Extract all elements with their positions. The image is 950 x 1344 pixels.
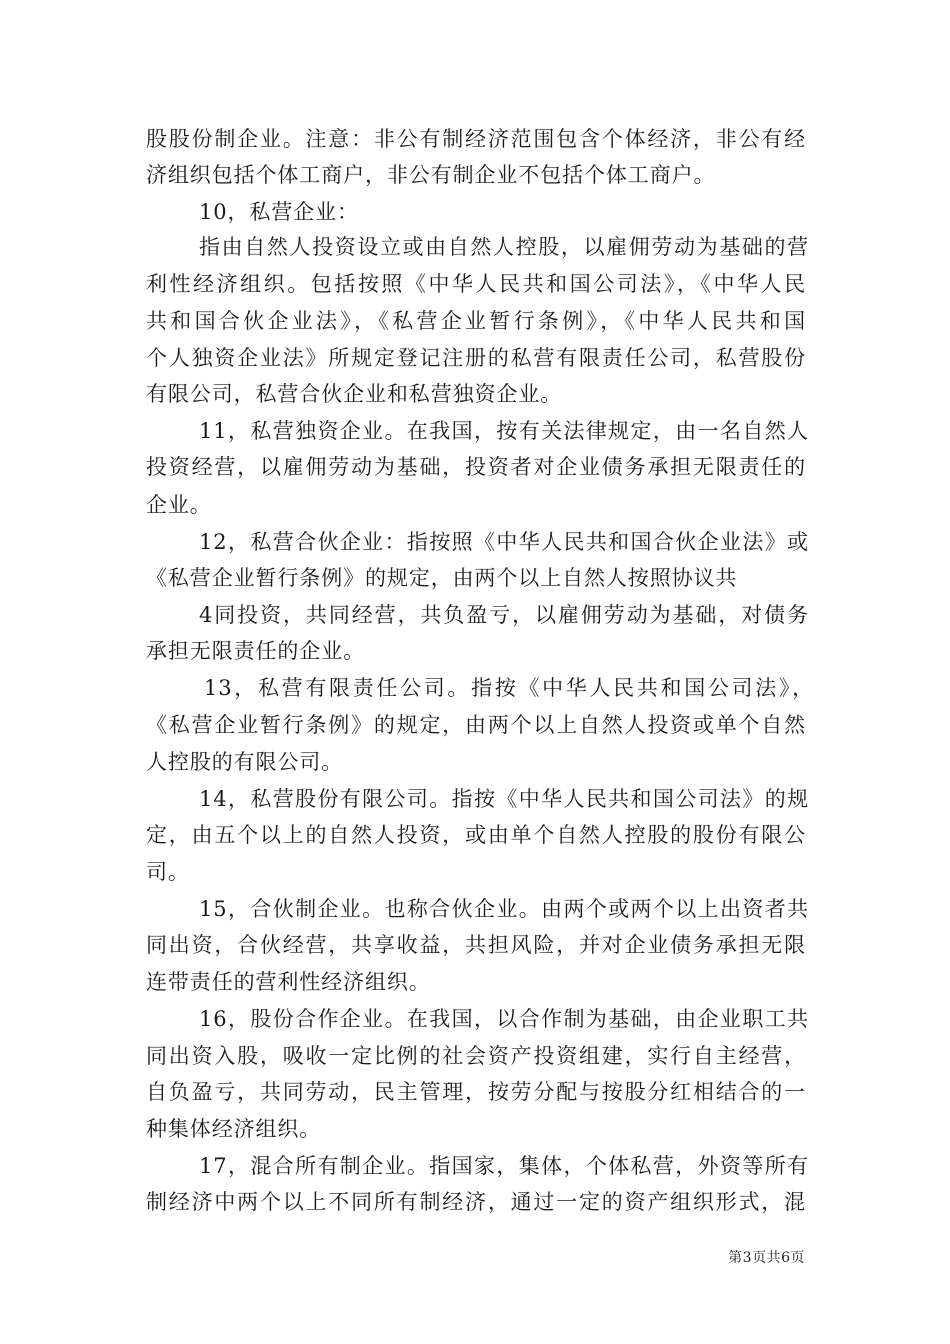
text-line: 《私营企业暂行条例》的规定，由两个以上自然人按照协议共 (146, 566, 738, 590)
text-line: 12，私营合伙企业：指按照《中华人民共和国合伙企业法》或 (199, 530, 809, 554)
text-line: 16，股份合作企业。在我国，以合作制为基础，由企业职工共 (199, 1007, 809, 1031)
text-line: 指由自然人投资设立或由自然人控股，以雇佣劳动为基础的营 (199, 235, 809, 259)
text-line: 11，私营独资企业。在我国，按有关法律规定，由一名自然人 (199, 419, 809, 443)
text-line: 同出资，合伙经营，共享收益，共担风险，并对企业债务承担无限 (146, 933, 806, 957)
text-line: 14，私营股份有限公司。指按《中华人民共和国公司法》的规 (199, 787, 809, 811)
text-line: 司。 (146, 860, 190, 884)
text-line: 15，合伙制企业。也称合伙企业。由两个或两个以上出资者共 (199, 897, 809, 921)
text-line: 定，由五个以上的自然人投资，或由单个自然人控股的股份有限公 (146, 823, 806, 847)
text-line: 《私营企业暂行条例》的规定，由两个以上自然人投资或单个自然 (146, 713, 806, 737)
text-line: 4同投资，共同经营，共负盈亏，以雇佣劳动为基础，对债务 (199, 603, 809, 627)
text-line: 有限公司，私营合伙企业和私营独资企业。 (146, 382, 563, 406)
text-line: 人控股的有限公司。 (146, 750, 344, 774)
page-number-footer: 第3页共6页 (728, 1250, 805, 1266)
text-line: 利性经济组织。包括按照《中华人民共和国公司法》，《中华人民 (146, 272, 806, 296)
text-line: 17，混合所有制企业。指国家，集体，个体私营，外资等所有 (199, 1154, 809, 1178)
text-line: 制经济中两个以上不同所有制经济，通过一定的资产组织形式，混 (146, 1190, 806, 1214)
text-line: 13，私营有限责任公司。指按《中华人民共和国公司法》， (204, 676, 814, 700)
text-line: 自负盈亏，共同劳动，民主管理，按劳分配与按股分红相结合的一 (146, 1080, 806, 1104)
text-line: 连带责任的营利性经济组织。 (146, 970, 431, 994)
text-line: 共和国合伙企业法》，《私营企业暂行条例》，《中华人民共和国 (146, 309, 806, 333)
text-line: 承担无限责任的企业。 (146, 639, 365, 663)
text-line: 股股份制企业。注意：非公有制经济范围包含个体经济，非公有经 (146, 127, 806, 151)
text-line: 投资经营，以雇佣劳动为基础，投资者对企业债务承担无限责任的 (146, 455, 806, 479)
text-line: 个人独资企业法》所规定登记注册的私营有限责任公司，私营股份 (146, 346, 806, 370)
section-heading: 10，私营企业： (199, 200, 359, 224)
text-line: 企业。 (146, 493, 212, 517)
text-line: 种集体经济组织。 (146, 1117, 322, 1141)
text-line: 济组织包括个体工商户，非公有制企业不包括个体工商户。 (146, 163, 716, 187)
text-line: 同出资入股，吸收一定比例的社会资产投资组建，实行自主经营， (146, 1044, 806, 1068)
